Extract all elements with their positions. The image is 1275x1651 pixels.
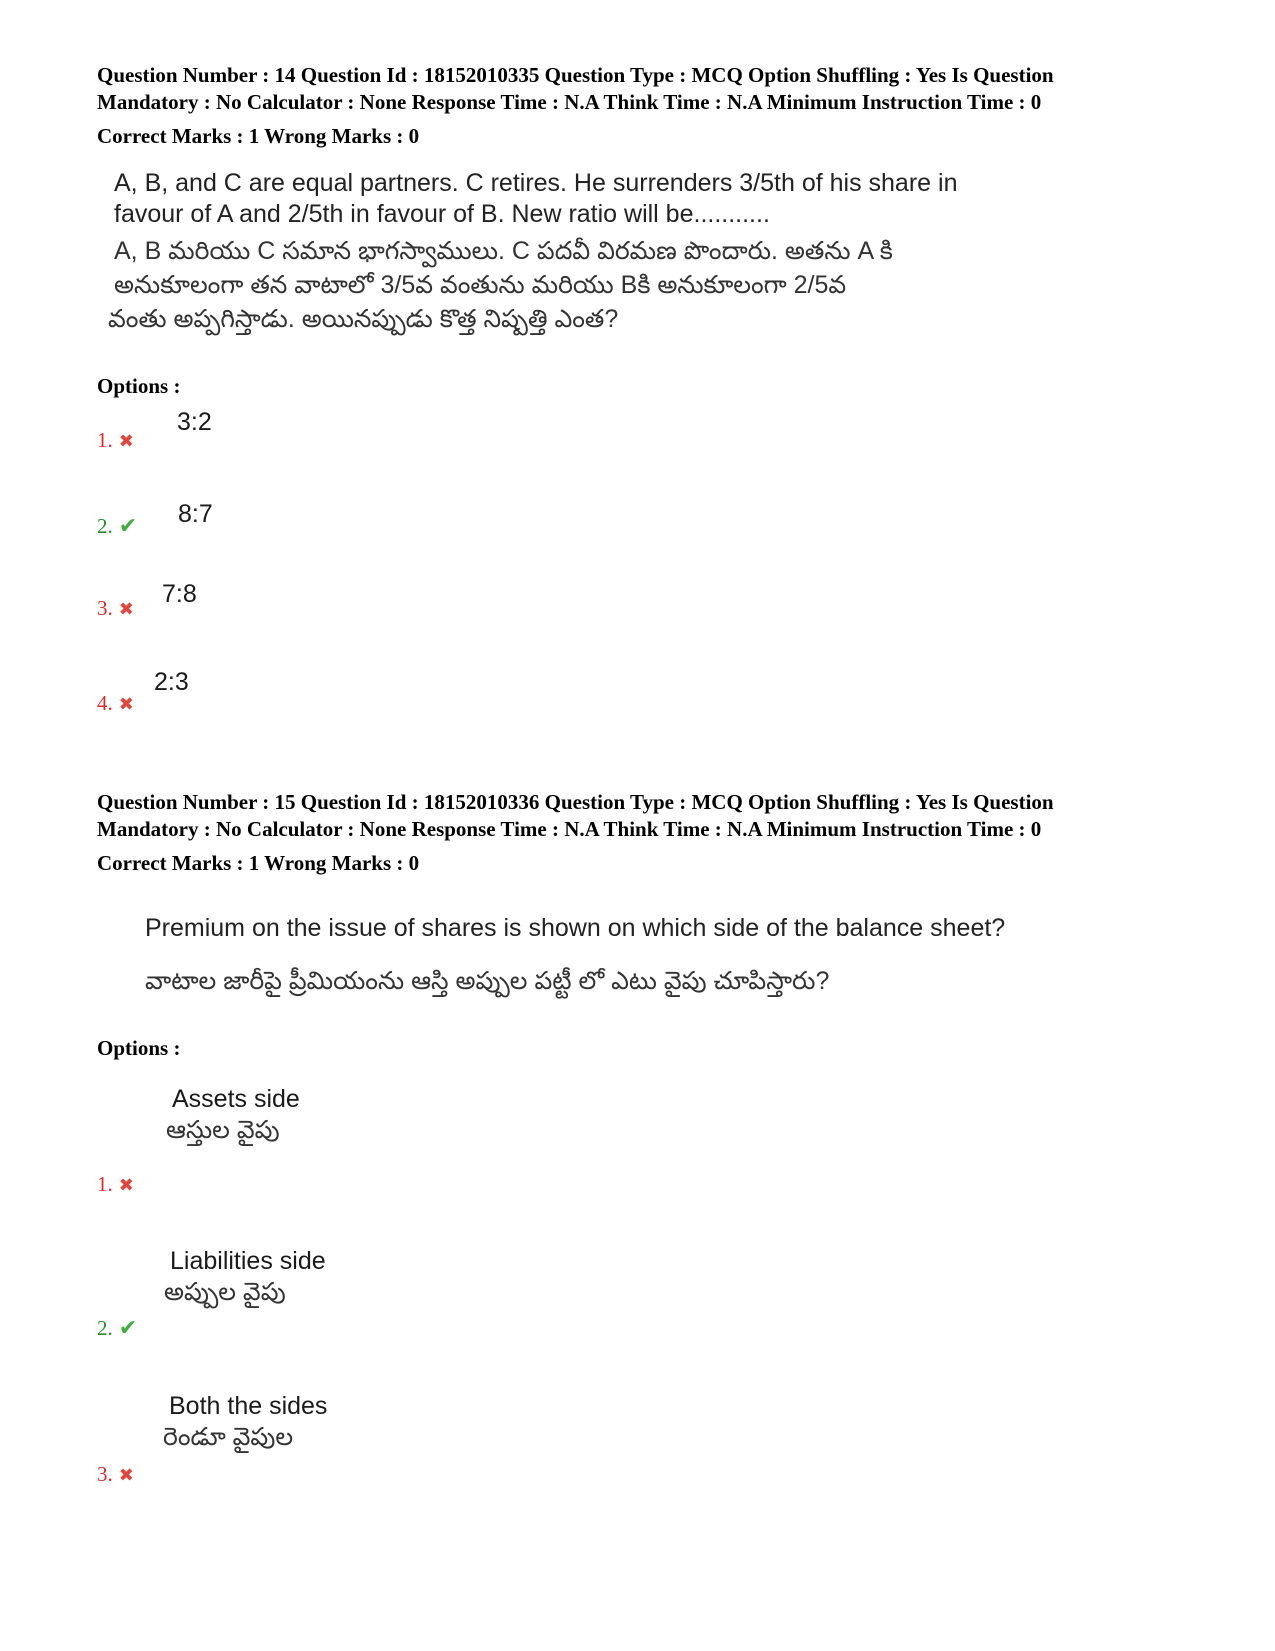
question-meta-line: Mandatory : No Calculator : None Response Time : N.A Think Time : N.A Minimum Instruction Time : 0	[97, 817, 1042, 841]
question-meta-line: Question Number : 15 Question Id : 18152010336 Question Type : MCQ Option Shuffling : Yes Is Question	[97, 790, 1054, 814]
option-text: 7:8	[162, 580, 197, 608]
question-14-marks: Correct Marks : 1 Wrong Marks : 0	[97, 124, 420, 148]
question-text-english: A, B, and C are equal partners. C retires. He surrenders 3/5th of his share in	[114, 169, 958, 197]
question-text-english: Premium on the issue of shares is shown on which side of the balance sheet?	[145, 914, 1006, 942]
option-text: Assets side ఆస్తుల వైపు	[166, 1085, 300, 1144]
option-number: 2. ✔	[97, 514, 138, 539]
option-text: 8:7	[178, 500, 213, 528]
wrong-icon: ✖	[118, 694, 134, 715]
option-number: 1. ✖	[97, 428, 134, 452]
options-heading: Options :	[97, 374, 181, 398]
question-text-telugu: అనుకూలంగా తన వాటాలో 3/5వ వంతును మరియు Bకి అనుకూలంగా 2/5వ	[114, 271, 847, 299]
option-number: 3. ✖	[97, 1462, 134, 1486]
question-15-meta	[97, 789, 1207, 843]
option-text: 2:3	[154, 668, 189, 696]
wrong-icon: ✖	[118, 1175, 134, 1196]
option-number: 3. ✖	[97, 596, 134, 620]
question-text-telugu: వంతు అప్పగిస్తాడు. అయినప్పుడు కొత్త నిష్పత్తి ఎంత?	[108, 305, 619, 333]
option-number: 2. ✔	[97, 1316, 138, 1341]
question-text-telugu: వాటాల జారీపై ప్రీమియంను ఆస్తి అప్పుల పట్టీ లో ఎటు వైపు చూపిస్తారు?	[145, 967, 830, 995]
question-15-text-telugu	[145, 964, 829, 998]
check-icon: ✔	[118, 514, 138, 539]
check-icon: ✔	[118, 1316, 138, 1341]
wrong-icon: ✖	[118, 599, 134, 620]
question-text-telugu: A, B మరియు C సమాన భాగస్వాములు. C పదవీ విరమణ పొందారు. అతను A కి	[114, 237, 893, 265]
question-15-text	[145, 913, 1005, 944]
option-text: Both the sides రెండూ వైపుల	[163, 1392, 328, 1451]
wrong-icon: ✖	[118, 431, 134, 452]
option-text: Liabilities side అప్పుల వైపు	[164, 1247, 326, 1306]
option-number: 1. ✖	[97, 1172, 134, 1196]
wrong-icon: ✖	[118, 1465, 134, 1486]
question-meta-line: Question Number : 14 Question Id : 18152010335 Question Type : MCQ Option Shuffling : Yes Is Question	[97, 63, 1054, 87]
question-15-marks: Correct Marks : 1 Wrong Marks : 0	[97, 851, 420, 875]
question-14-text	[114, 168, 957, 230]
question-14-text-telugu	[108, 234, 893, 336]
question-meta-line: Mandatory : No Calculator : None Response Time : N.A Think Time : N.A Minimum Instruction Time : 0	[97, 90, 1042, 114]
option-number: 4. ✖	[97, 691, 134, 715]
question-text-english: favour of A and 2/5th in favour of B. New ratio will be...........	[114, 200, 770, 228]
question-14-meta	[97, 62, 1207, 116]
options-heading: Options :	[97, 1036, 181, 1060]
option-text: 3:2	[177, 408, 212, 436]
